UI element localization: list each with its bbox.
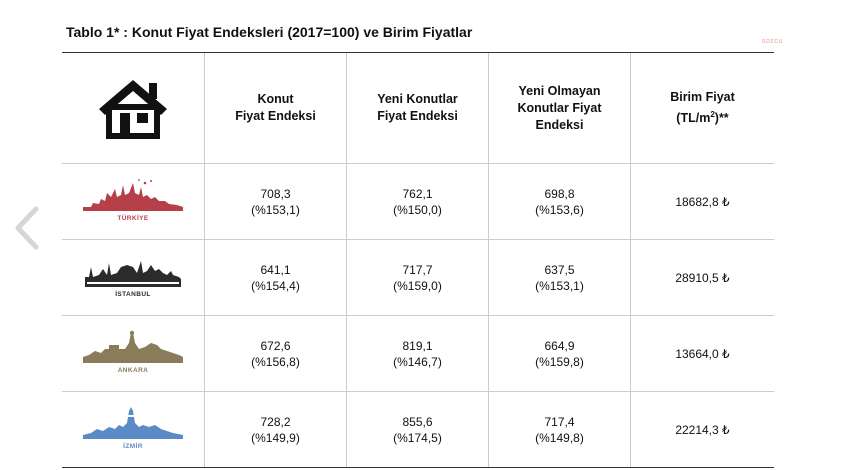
eski-index: 698,8 — [544, 186, 575, 201]
header-text: Birim Fiyat — [670, 89, 735, 104]
turkiye-skyline-icon — [81, 177, 185, 213]
eski-change: (%153,6) — [535, 202, 584, 217]
birim-fiyat-cell: 18682,8 ₺ — [630, 164, 774, 239]
konut-value-cell — [204, 392, 346, 467]
yeni-index: 819,1 — [402, 338, 433, 353]
eski-change: (%153,1) — [535, 278, 584, 293]
birim-fiyat-cell: 28910,5 ₺ — [630, 240, 774, 315]
birim-fiyat-cell: 22214,3 ₺ — [630, 392, 774, 467]
header-text: Konut — [257, 92, 294, 106]
yeni-index: 855,6 — [402, 414, 433, 429]
konut-value-cell — [204, 316, 346, 391]
city-logo-ankara — [62, 316, 204, 391]
yeni-change: (%146,7) — [393, 354, 442, 369]
eski-change: (%159,8) — [535, 354, 584, 369]
header-yeni-konutlar — [346, 53, 488, 163]
ankara-skyline-icon — [81, 329, 185, 365]
header-yeni-olmayan — [488, 53, 630, 163]
header-text: Endeksi — [535, 117, 584, 132]
konut-value-cell — [204, 240, 346, 315]
header-unit: (TL/m — [676, 111, 711, 126]
yeni-value-cell — [346, 316, 488, 391]
izmir-skyline-icon — [81, 405, 185, 441]
table-title: Tablo 1* : Konut Fiyat Endeksleri (2017=100) ve Birim Fiyatlar — [66, 24, 473, 40]
header-text: Fiyat Endeksi — [235, 109, 316, 123]
eski-index: 637,5 — [544, 262, 575, 277]
eski-index: 664,9 — [544, 338, 575, 353]
city-name: ANKARA — [117, 366, 149, 374]
city-logo-istanbul — [62, 240, 204, 315]
city-logo-turkiye — [62, 164, 204, 239]
konut-index: 641,1 — [260, 262, 291, 277]
yeni-index: 717,7 — [402, 262, 433, 277]
header-unit-suffix: )** — [714, 111, 729, 126]
table-row — [62, 392, 774, 467]
konut-index: 728,2 — [260, 414, 291, 429]
konut-change: (%149,9) — [251, 430, 300, 445]
header-text: Yeni Olmayan — [518, 83, 601, 98]
eski-value-cell — [488, 164, 630, 239]
header-text: Konutlar Fiyat — [517, 100, 602, 115]
city-name: TÜRKİYE — [117, 214, 149, 222]
eski-index: 717,4 — [544, 414, 575, 429]
chevron-left-icon[interactable] — [10, 205, 44, 251]
eski-value-cell — [488, 240, 630, 315]
table-row — [62, 164, 774, 240]
yeni-change: (%150,0) — [393, 202, 442, 217]
birim-fiyat-cell: 13664,0 ₺ — [630, 316, 774, 391]
table-header-row — [62, 53, 774, 164]
konut-change: (%156,8) — [251, 354, 300, 369]
yeni-value-cell — [346, 240, 488, 315]
price-index-table — [62, 52, 774, 468]
yeni-change: (%159,0) — [393, 278, 442, 293]
header-superscript: 2 — [710, 109, 715, 119]
yeni-value-cell — [346, 164, 488, 239]
konut-index: 672,6 — [260, 338, 291, 353]
house-icon — [96, 77, 170, 139]
city-name: İZMİR — [123, 442, 143, 450]
header-text: Yeni Konutlar — [377, 92, 458, 106]
istanbul-skyline-icon — [81, 253, 185, 289]
eski-change: (%149,8) — [535, 430, 584, 445]
yeni-index: 762,1 — [402, 186, 433, 201]
city-name: İSTANBUL — [115, 290, 151, 298]
yeni-value-cell — [346, 392, 488, 467]
table-row — [62, 316, 774, 392]
konut-change: (%153,1) — [251, 202, 300, 217]
watermark: sozcu — [762, 38, 783, 45]
header-konut — [204, 53, 346, 163]
eski-value-cell — [488, 316, 630, 391]
konut-change: (%154,4) — [251, 278, 300, 293]
eski-value-cell — [488, 392, 630, 467]
header-icon-cell — [62, 53, 204, 163]
header-text — [670, 106, 735, 127]
konut-index: 708,3 — [260, 186, 291, 201]
header-birim-fiyat — [630, 53, 774, 163]
konut-value-cell — [204, 164, 346, 239]
header-text: Fiyat Endeksi — [377, 109, 458, 123]
city-logo-izmir — [62, 392, 204, 467]
yeni-change: (%174,5) — [393, 430, 442, 445]
table-row — [62, 240, 774, 316]
